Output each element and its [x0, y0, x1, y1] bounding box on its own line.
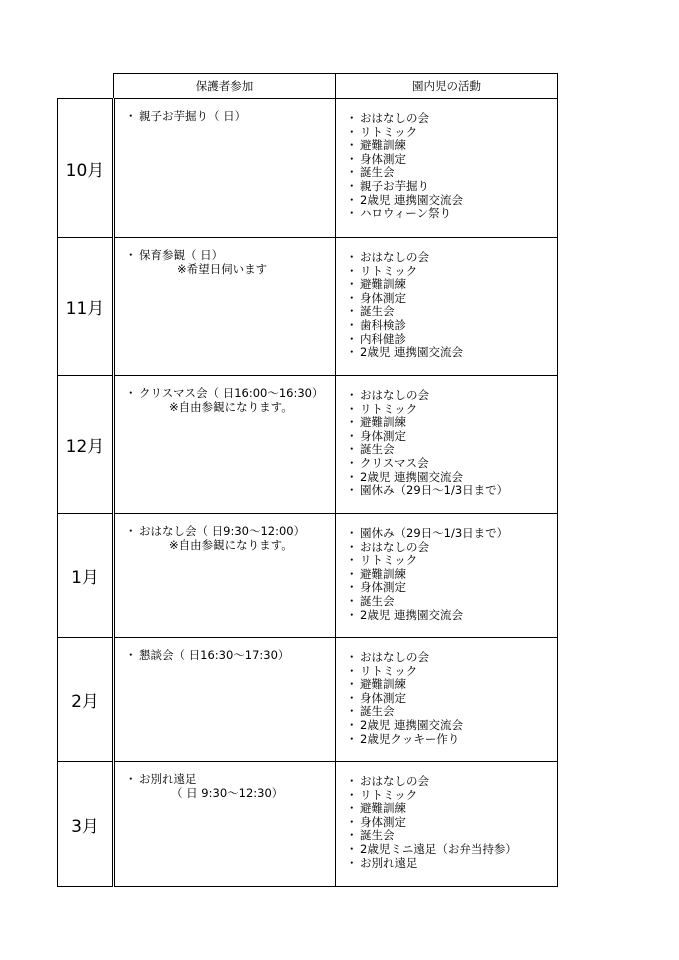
activity-item — [346, 305, 557, 319]
bullet: ・ — [346, 801, 358, 816]
bullet: ・ — [346, 290, 358, 305]
activity-text: 2歳児 連携園交流会 — [360, 717, 463, 732]
activity-text: 身体測定 — [360, 151, 406, 166]
bullet: ・ — [346, 317, 358, 332]
corner-cell — [58, 74, 114, 99]
bullet: ・ — [125, 109, 137, 123]
activity-text: 避難訓練 — [360, 677, 406, 692]
bullet: ・ — [346, 855, 358, 870]
activity-item — [346, 829, 557, 843]
activity-item — [346, 292, 557, 306]
bullet: ・ — [346, 774, 358, 788]
bullet: ・ — [346, 731, 358, 746]
activity-text: リトミック — [360, 663, 418, 678]
activity-text: 身体測定 — [360, 814, 406, 829]
month-row — [58, 638, 558, 762]
activity-text: 身体測定 — [360, 580, 406, 595]
bullet: ・ — [346, 787, 358, 802]
bullet: ・ — [346, 650, 358, 664]
activity-text: 誕生会 — [360, 442, 395, 457]
bullet: ・ — [346, 663, 358, 678]
activity-item — [346, 609, 557, 623]
month-label: 2月 — [58, 638, 114, 762]
bullet: ・ — [346, 539, 358, 554]
activity-item — [346, 595, 557, 609]
children-activities-cell — [336, 514, 558, 638]
activity-item — [346, 802, 557, 816]
bullet: ・ — [346, 345, 358, 360]
activity-text: リトミック — [360, 553, 418, 568]
parent-event-text: 保育参観（ 日） — [139, 248, 224, 262]
activity-item — [346, 430, 557, 444]
activity-text: 2歳児クッキー作り — [360, 731, 460, 746]
month-label: 1月 — [58, 514, 114, 638]
activity-text: 身体測定 — [360, 428, 406, 443]
activity-text: 2歳児 連携園交流会 — [360, 607, 463, 622]
parent-participation-cell — [114, 762, 336, 887]
activity-item — [346, 207, 557, 221]
parent-event — [125, 649, 335, 663]
parent-event-text: おはなし会（ 日9:30～12:00） — [139, 524, 306, 538]
bullet: ・ — [346, 401, 358, 416]
activity-item — [346, 471, 557, 485]
children-activities-cell — [336, 638, 558, 762]
bullet: ・ — [346, 165, 358, 180]
parent-event — [125, 773, 335, 787]
parent-event — [125, 110, 335, 124]
activity-text: おはなしの会 — [360, 650, 429, 664]
bullet: ・ — [346, 442, 358, 457]
activity-text: 2歳児 連携園交流会 — [360, 469, 463, 484]
bullet: ・ — [346, 717, 358, 732]
activity-text: おはなしの会 — [360, 250, 429, 264]
parent-note: ※希望日伺います — [177, 261, 268, 276]
parent-event-text: 懇談会（ 日16:30～17:30） — [139, 648, 290, 662]
bullet: ・ — [346, 841, 358, 856]
activity-text: 園休み（29日～1/3日まで） — [360, 526, 509, 540]
bullet: ・ — [346, 566, 358, 581]
activity-item — [346, 568, 557, 582]
activity-text: 避難訓練 — [360, 801, 406, 816]
activity-text: 避難訓練 — [360, 277, 406, 292]
activity-text: 誕生会 — [360, 704, 395, 719]
bullet: ・ — [346, 124, 358, 139]
month-row — [58, 99, 558, 238]
parent-participation-cell — [114, 514, 336, 638]
month-label: 10月 — [58, 99, 114, 238]
activity-item — [346, 194, 557, 208]
parent-event — [125, 387, 335, 401]
activity-item — [346, 251, 557, 265]
bullet: ・ — [125, 524, 137, 538]
bullet: ・ — [346, 304, 358, 319]
month-label: 12月 — [58, 376, 114, 514]
bullet: ・ — [346, 828, 358, 843]
activity-item — [346, 416, 557, 430]
activity-text: 避難訓練 — [360, 415, 406, 430]
bullet: ・ — [346, 690, 358, 705]
activity-text: ハロウィーン祭り — [360, 206, 452, 221]
parent-note: ※自由参観になります。 — [169, 537, 293, 552]
parent-event-text: （ 日 9:30～12:30） — [171, 785, 284, 800]
activity-text: 親子お芋掘り — [360, 178, 429, 193]
bullet: ・ — [346, 192, 358, 207]
bullet: ・ — [346, 593, 358, 608]
activity-item — [346, 319, 557, 333]
bullet: ・ — [346, 138, 358, 153]
activity-item — [346, 443, 557, 457]
activity-item — [346, 527, 557, 541]
children-activities-cell — [336, 99, 558, 238]
month-label: 3月 — [58, 762, 114, 887]
activity-item — [346, 665, 557, 679]
activity-item — [346, 651, 557, 665]
activity-item — [346, 733, 557, 747]
parent-participation-cell — [114, 99, 336, 238]
bullet: ・ — [346, 263, 358, 278]
activity-item — [346, 554, 557, 568]
activity-item — [346, 816, 557, 830]
parent-event — [125, 787, 335, 801]
activity-item — [346, 333, 557, 347]
bullet: ・ — [346, 277, 358, 292]
bullet: ・ — [346, 526, 358, 540]
activity-item — [346, 705, 557, 719]
parent-event-text: 親子お芋掘り（ 日） — [139, 109, 247, 123]
activity-item — [346, 678, 557, 692]
month-label: 11月 — [58, 238, 114, 376]
header-row — [58, 74, 558, 99]
activity-schedule-table — [57, 73, 558, 887]
bullet: ・ — [346, 553, 358, 568]
activity-item — [346, 346, 557, 360]
activity-text: 誕生会 — [360, 593, 395, 608]
month-row — [58, 514, 558, 638]
activity-text: 避難訓練 — [360, 138, 406, 153]
activity-text: 2歳児ミニ遠足（お弁当持参） — [360, 841, 517, 856]
bullet: ・ — [346, 388, 358, 402]
activity-item — [346, 775, 557, 789]
activity-text: 身体測定 — [360, 290, 406, 305]
bullet: ・ — [346, 607, 358, 622]
parent-participation-cell — [114, 238, 336, 376]
activity-item — [346, 126, 557, 140]
header-parent-participation: 保護者参加 — [114, 74, 336, 99]
schedule-body — [58, 99, 558, 887]
bullet: ・ — [346, 428, 358, 443]
activity-item — [346, 139, 557, 153]
bullet: ・ — [346, 814, 358, 829]
activity-item — [346, 153, 557, 167]
parent-participation-cell — [114, 376, 336, 514]
bullet: ・ — [346, 206, 358, 221]
parent-event-text: お別れ遠足 — [139, 772, 197, 786]
bullet: ・ — [346, 455, 358, 470]
bullet: ・ — [346, 111, 358, 125]
children-activities-cell — [336, 238, 558, 376]
month-row — [58, 376, 558, 514]
parent-note: ※自由参観になります。 — [169, 399, 293, 414]
activity-item — [346, 484, 557, 498]
bullet: ・ — [346, 704, 358, 719]
activity-text: リトミック — [360, 401, 418, 416]
activity-item — [346, 692, 557, 706]
activity-text: クリスマス会 — [360, 455, 429, 470]
activity-text: 誕生会 — [360, 828, 395, 843]
activity-item — [346, 112, 557, 126]
parent-event-text: クリスマス会（ 日16:00～16:30） — [139, 386, 324, 400]
bullet: ・ — [346, 580, 358, 595]
activity-text: おはなしの会 — [360, 111, 429, 125]
activity-text: 身体測定 — [360, 690, 406, 705]
activity-item — [346, 180, 557, 194]
activity-item — [346, 389, 557, 403]
activity-text: おはなしの会 — [360, 774, 429, 788]
activity-text: 避難訓練 — [360, 566, 406, 581]
activity-item — [346, 719, 557, 733]
parent-event — [125, 249, 335, 263]
activity-item — [346, 789, 557, 803]
bullet: ・ — [346, 483, 358, 498]
month-row — [58, 762, 558, 887]
month-row — [58, 238, 558, 376]
bullet: ・ — [346, 151, 358, 166]
activity-text: 誕生会 — [360, 165, 395, 180]
bullet: ・ — [346, 250, 358, 264]
bullet: ・ — [125, 772, 137, 786]
bullet: ・ — [346, 677, 358, 692]
activity-text: 園休み（29日～1/3日まで） — [360, 483, 509, 498]
activity-text: リトミック — [360, 124, 418, 139]
bullet: ・ — [125, 648, 137, 662]
bullet: ・ — [346, 469, 358, 484]
children-activities-cell — [336, 762, 558, 887]
activity-item — [346, 403, 557, 417]
bullet: ・ — [125, 386, 137, 400]
activity-item — [346, 278, 557, 292]
parent-participation-cell — [114, 638, 336, 762]
activity-text: おはなしの会 — [360, 539, 429, 554]
activity-text: 2歳児 連携園交流会 — [360, 345, 463, 360]
header-children-activities: 園内児の活動 — [336, 74, 558, 99]
bullet: ・ — [346, 178, 358, 193]
activity-text: 2歳児 連携園交流会 — [360, 192, 463, 207]
activity-text: 誕生会 — [360, 304, 395, 319]
activity-text: リトミック — [360, 787, 418, 802]
activity-text: お別れ遠足 — [360, 855, 418, 870]
activity-item — [346, 581, 557, 595]
bullet: ・ — [346, 415, 358, 430]
activity-text: リトミック — [360, 263, 418, 278]
activity-item — [346, 541, 557, 555]
activity-item — [346, 843, 557, 857]
activity-text: おはなしの会 — [360, 388, 429, 402]
activity-text: 歯科検診 — [360, 317, 406, 332]
activity-text: 内科健診 — [360, 331, 406, 346]
activity-item — [346, 166, 557, 180]
activity-item — [346, 265, 557, 279]
activity-item — [346, 457, 557, 471]
bullet: ・ — [346, 331, 358, 346]
children-activities-cell — [336, 376, 558, 514]
parent-event — [125, 525, 335, 539]
activity-item — [346, 857, 557, 871]
bullet: ・ — [125, 248, 137, 262]
